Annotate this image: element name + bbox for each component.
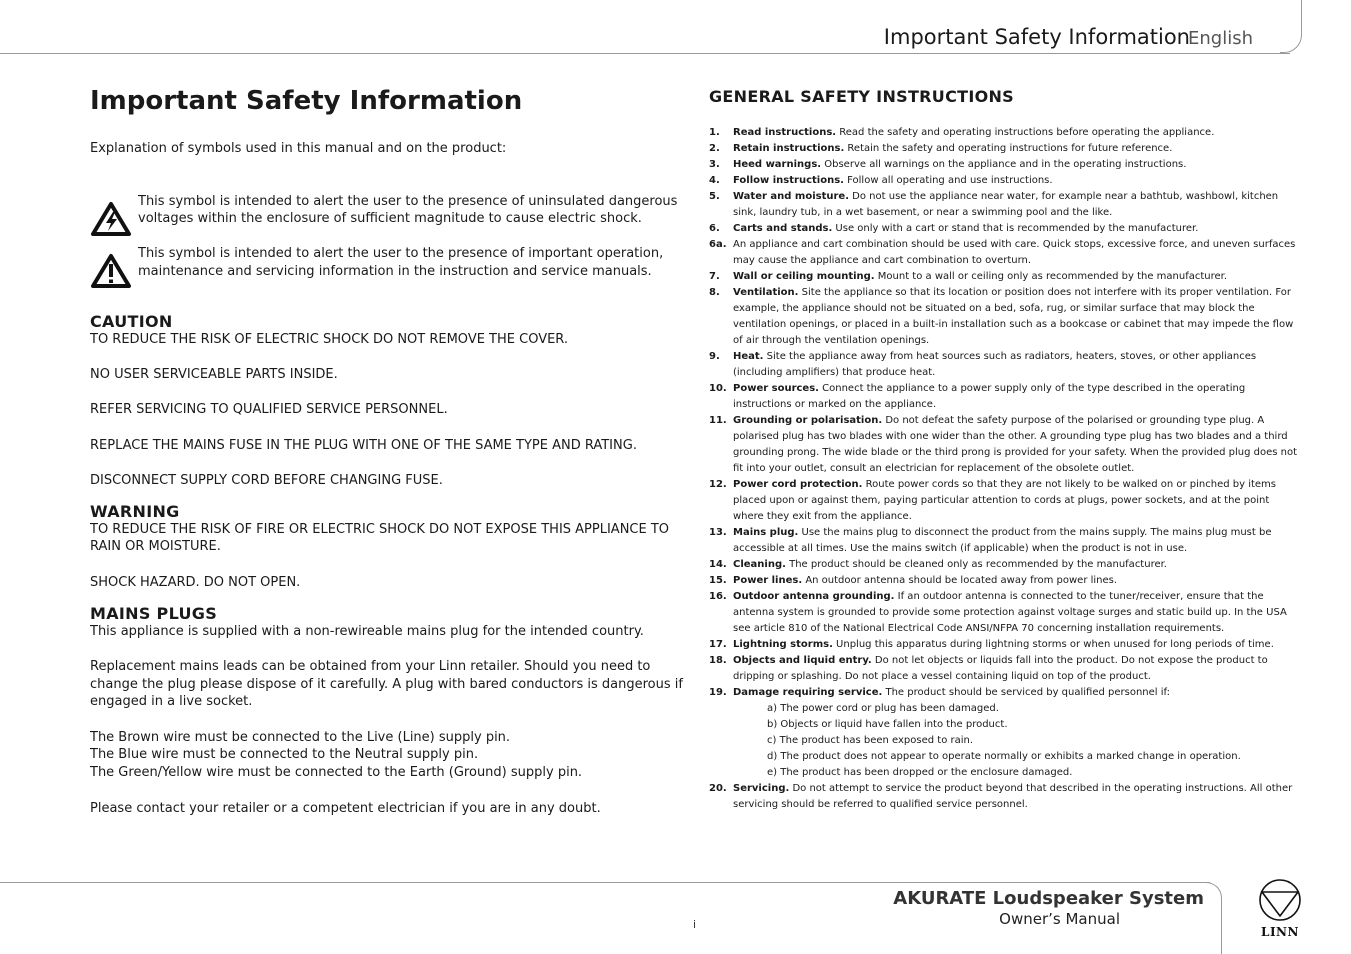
symbols-intro: Explanation of symbols used in this manual and on the product: [90, 141, 507, 156]
instruction-heading: Power sources. [733, 383, 819, 394]
instruction-text: Do not let objects or liquids fall into the product. Do not expose the product to dripping or splashing. Do not place a vessel containing liquid on top of the product. [733, 655, 1268, 682]
instruction-text: Do not defeat the safety purpose of the polarised or grounding type plug. A polarised plug has two blades with one wider than the other. A grounding type plug has two blades and a third grounding prong. The wide blade or the third prong is provided for your safety. When the provided plug does not fit into your outlet, consult an electrician for replacement of the obsolete outlet. [733, 415, 1298, 474]
instruction-item [709, 525, 1301, 557]
instruction-heading: Power lines. [733, 575, 803, 586]
instruction-text: Do not use the appliance near water, for example near a bathtub, washbowl, kitchen sink, laundry tub, in a wet basement, or near a swimming pool and the like. [733, 191, 1279, 218]
caution-line: NO USER SERVICEABLE PARTS INSIDE. [90, 366, 338, 382]
instruction-item [709, 653, 1301, 685]
instruction-heading: Lightning storms. [733, 639, 833, 650]
instruction-text: An outdoor antenna should be located away from power lines. [802, 575, 1118, 586]
general-safety-title: GENERAL SAFETY INSTRUCTIONS [709, 87, 1015, 106]
instruction-number: 6a. [709, 239, 727, 250]
instruction-item [709, 349, 1301, 381]
instruction-number: 13. [709, 527, 727, 538]
header-rule-corner [1280, 0, 1302, 53]
instruction-heading: Power cord protection. [733, 479, 863, 490]
instruction-heading: Heed warnings. [733, 159, 822, 170]
left-column [90, 84, 685, 817]
instruction-text: Read the safety and operating instructions before operating the appliance. [836, 127, 1215, 138]
header-language: English [1188, 28, 1253, 49]
instruction-text: The product should be cleaned only as recommended by the manufacturer. [785, 559, 1167, 570]
instruction-text: Route power cords so that they are not likely to be walked on or pinched by items placed upon or against them, paying particular attention to cords at plugs, power sockets, and at the point where they exit from the appliance. [733, 479, 1277, 522]
service-condition-item: c) The product has been exposed to rain. [767, 735, 974, 746]
instruction-item [709, 685, 1301, 701]
instruction-number: 7. [709, 271, 720, 282]
instruction-number: 6. [709, 223, 720, 234]
instructions-list [709, 125, 1301, 813]
header-rule [0, 53, 1290, 54]
instruction-number: 1. [709, 127, 720, 138]
instruction-number: 15. [709, 575, 727, 586]
wire-instruction-brown: The Brown wire must be connected to the Live (Line) supply pin. [90, 729, 511, 745]
instruction-item [709, 173, 1301, 189]
instruction-number: 19. [709, 687, 727, 698]
mains-paragraph: This appliance is supplied with a non-rewireable mains plug for the intended country. [90, 623, 644, 639]
instruction-text: If an outdoor antenna is connected to the tuner/receiver, ensure that the antenna system is grounded to provide some protection against voltage surges and static build up. In the USA see article 810 of the National Electrical Code ANSI/NFPA 70 concerning installation requirements. [733, 591, 1287, 634]
symbol-explanation-lightning [90, 193, 685, 228]
instruction-number: 10. [709, 383, 727, 394]
instruction-item [709, 477, 1301, 525]
instruction-heading: Wall or ceiling mounting. [733, 271, 875, 282]
right-column [709, 86, 1301, 813]
warning-line: SHOCK HAZARD. DO NOT OPEN. [90, 574, 301, 590]
instruction-heading: Follow instructions. [733, 175, 844, 186]
service-condition-item: a) The power cord or plug has been damaged. [767, 703, 999, 714]
instruction-item [709, 589, 1301, 637]
wire-instruction-earth: The Green/Yellow wire must be connected to the Earth (Ground) supply pin. [90, 765, 583, 781]
instruction-heading: Water and moisture. [733, 191, 849, 202]
instruction-number: 16. [709, 591, 727, 602]
instruction-heading: Read instructions. [733, 127, 837, 138]
instruction-number: 8. [709, 287, 720, 298]
instruction-number: 17. [709, 639, 727, 650]
mains-paragraph: Replacement mains leads can be obtained from your Linn retailer. Should you need to change the plug please dispose of it carefully. A plug with bared conductors is dangerous if engaged in a live socket. [90, 658, 683, 710]
instruction-text: Mount to a wall or ceiling only as recommended by the manufacturer. [874, 271, 1228, 282]
caution-line: REFER SERVICING TO QUALIFIED SERVICE PERSONNEL. [90, 402, 448, 418]
instruction-heading: Mains plug. [733, 527, 799, 538]
instruction-text: Retain the safety and operating instructions for future reference. [844, 143, 1173, 154]
instruction-item [709, 413, 1301, 477]
service-condition-item: e) The product has been dropped or the enclosure damaged. [767, 767, 1073, 778]
instruction-heading: Cleaning. [733, 559, 786, 570]
page-title: Important Safety Information [90, 86, 523, 116]
header-title: Important Safety Information [883, 25, 1190, 49]
instruction-text: Use only with a cart or stand that is recommended by the manufacturer. [832, 223, 1199, 234]
warning-heading: WARNING [90, 501, 180, 521]
instruction-item [709, 285, 1301, 349]
instruction-text: Use the mains plug to disconnect the product from the mains supply. The mains plug must be accessible at all times. Use the mains switch (if applicable) when the product is not in use. [733, 527, 1272, 554]
instruction-number: 12. [709, 479, 727, 490]
footer-product-name: AKURATE Loudspeaker System [893, 888, 1204, 909]
caution-line: DISCONNECT SUPPLY CORD BEFORE CHANGING FUSE. [90, 473, 443, 489]
instruction-text: Site the appliance away from heat sources such as radiators, heaters, stoves, or other appliances (including amplifiers) that produce heat. [733, 351, 1257, 378]
instruction-item [709, 141, 1301, 157]
page-number: i [693, 918, 697, 931]
instruction-text: Site the appliance so that its location or position does not interfere with its proper ventilation. For example, the appliance should not be situated on a bed, sofa, rug, or similar surface that may block the ventilation openings, or placed in a built-in installation such as a bookcase or cabinet that may impede the flow of air through the ventilation openings. [733, 287, 1294, 346]
footer-rule [0, 882, 1210, 883]
instruction-number: 3. [709, 159, 720, 170]
linn-logo-text: LINN [1261, 925, 1299, 939]
caution-heading: CAUTION [90, 311, 173, 331]
instruction-item [709, 237, 1301, 269]
instruction-text: Follow all operating and use instructions. [843, 175, 1053, 186]
instruction-number: 18. [709, 655, 727, 666]
instruction-heading: Objects and liquid entry. [733, 655, 872, 666]
instruction-item [709, 557, 1301, 573]
instruction-number: 2. [709, 143, 720, 154]
instruction-number: 9. [709, 351, 720, 362]
mains-plugs-heading: MAINS PLUGS [90, 603, 218, 623]
instruction-number: 4. [709, 175, 720, 186]
instruction-item [709, 637, 1301, 653]
warning-line: TO REDUCE THE RISK OF FIRE OR ELECTRIC SHOCK DO NOT EXPOSE THIS APPLIANCE TO RAIN OR MOISTURE. [90, 521, 670, 555]
instruction-number: 20. [709, 783, 727, 794]
instruction-heading: Outdoor antenna grounding. [733, 591, 895, 602]
symbol-text-lightning: This symbol is intended to alert the user to the presence of uninsulated dangerous voltages within the enclosure of sufficient magnitude to cause electric shock. [138, 193, 678, 227]
instruction-item [709, 221, 1301, 237]
exclamation-warning-icon [90, 253, 132, 289]
instruction-number: 14. [709, 559, 727, 570]
instruction-item [709, 781, 1301, 813]
instruction-text: Connect the appliance to a power supply only of the type described in the operating instructions or marked on the appliance. [733, 383, 1246, 410]
instruction-heading: Carts and stands. [733, 223, 833, 234]
instruction-item [709, 189, 1301, 221]
mains-paragraph: Please contact your retailer or a competent electrician if you are in any doubt. [90, 800, 601, 816]
instruction-heading: Servicing. [733, 783, 790, 794]
instruction-heading: Damage requiring service. [733, 687, 883, 698]
symbol-explanation-exclamation [90, 245, 685, 280]
instruction-item [709, 157, 1301, 173]
wire-instruction-blue: The Blue wire must be connected to the Neutral supply pin. [90, 747, 479, 763]
instruction-text: The product should be serviced by qualified personnel if: [882, 687, 1171, 698]
service-condition-item: b) Objects or liquid have fallen into the product. [767, 719, 1008, 730]
instruction-text: Do not attempt to service the product beyond that described in the operating instructions. All other servicing should be referred to qualified service personnel. [733, 783, 1293, 810]
instruction-text: An appliance and cart combination should be used with care. Quick stops, excessive force, and uneven surfaces may cause the appliance and cart combination to overturn. [733, 239, 1296, 266]
instruction-heading: Ventilation. [733, 287, 799, 298]
instruction-heading: Grounding or polarisation. [733, 415, 883, 426]
service-condition-item: d) The product does not appear to operate normally or exhibits a marked change in operation. [767, 751, 1241, 762]
instruction-number: 5. [709, 191, 720, 202]
instruction-item [709, 573, 1301, 589]
instruction-number: 11. [709, 415, 727, 426]
instruction-heading: Heat. [733, 351, 764, 362]
instruction-item [709, 125, 1301, 141]
instruction-text: Unplug this apparatus during lightning storms or when unused for long periods of time. [832, 639, 1274, 650]
instruction-heading: Retain instructions. [733, 143, 845, 154]
lightning-warning-icon [90, 201, 132, 237]
instruction-item [709, 269, 1301, 285]
footer-manual-name: Owner’s Manual [999, 910, 1120, 928]
instruction-item [709, 381, 1301, 413]
symbol-text-exclamation: This symbol is intended to alert the user to the presence of important operation, maintenance and servicing information in the instruction and service manuals. [138, 246, 664, 279]
instruction-text: Observe all warnings on the appliance and in the operating instructions. [821, 159, 1187, 170]
caution-line: REPLACE THE MAINS FUSE IN THE PLUG WITH ONE OF THE SAME TYPE AND RATING. [90, 437, 637, 453]
caution-line: TO REDUCE THE RISK OF ELECTRIC SHOCK DO NOT REMOVE THE COVER. [90, 331, 569, 347]
